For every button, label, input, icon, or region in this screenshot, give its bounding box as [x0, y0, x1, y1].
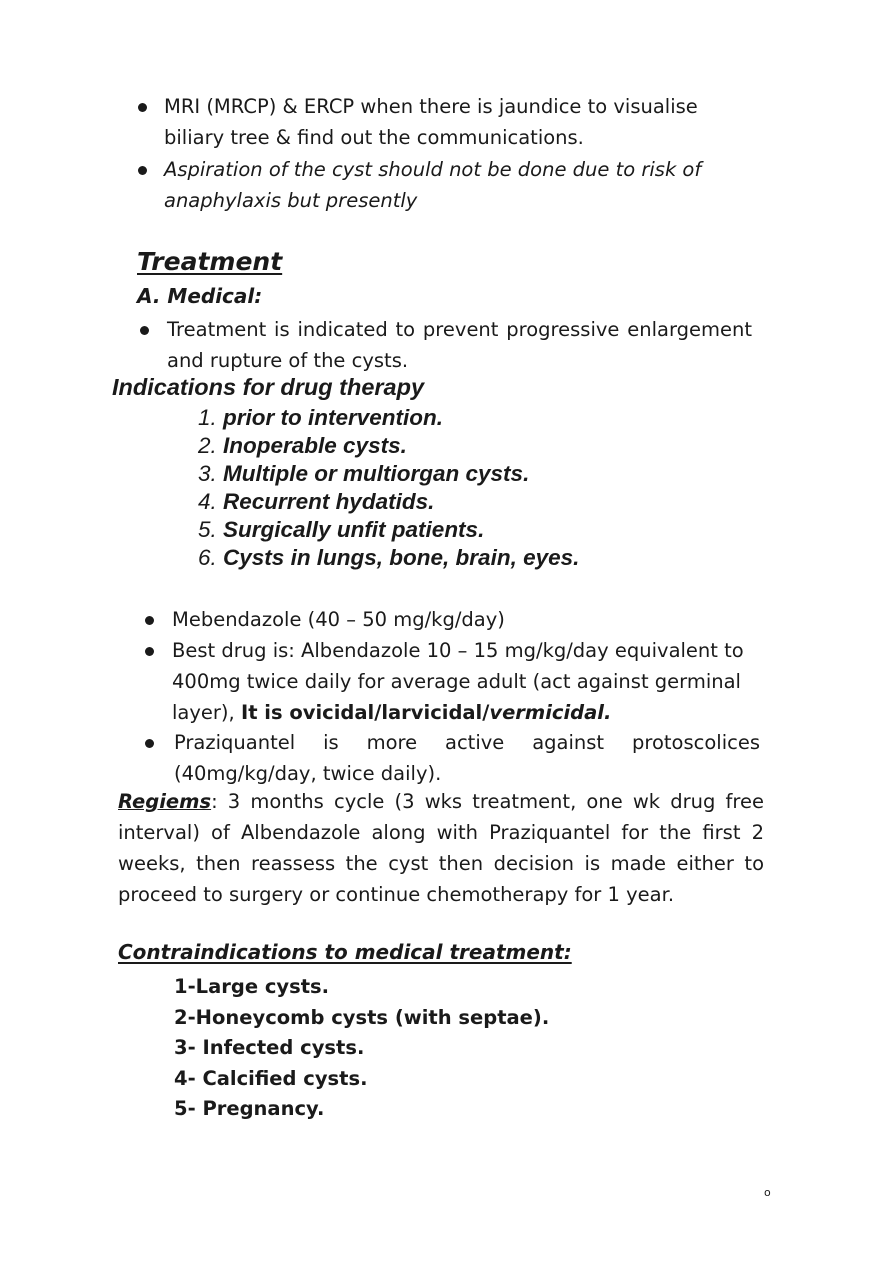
bullet-text: Mebendazole (40 – 50 mg/kg/day)	[172, 608, 505, 631]
regiems-label: Regiems	[118, 790, 212, 813]
bullet-praziquantel	[145, 727, 760, 789]
list-item: 2. Inoperable cysts.	[198, 433, 407, 458]
indications-heading: Indications for drug therapy	[112, 374, 425, 400]
list-item: 4. Recurrent hydatids.	[198, 489, 435, 514]
bullet-text: Treatment is indicated to prevent progressive enlargement and rupture of the cysts.	[167, 318, 752, 372]
bullet-dot	[138, 166, 147, 175]
list-item: 3. Multiple or multiorgan cysts.	[198, 461, 530, 486]
list-item: 2-Honeycomb cysts (with septae).	[174, 1005, 550, 1029]
bullet-treatment-indicated	[140, 314, 752, 376]
medical-subheading: A. Medical:	[137, 284, 263, 308]
page-mark: o	[764, 1186, 771, 1199]
treatment-heading: Treatment	[137, 247, 283, 276]
bullet-dot	[145, 739, 154, 748]
list-item: 1-Large cysts.	[174, 975, 330, 998]
bullet-dot	[138, 103, 147, 112]
bullet-text: MRI (MRCP) & ERCP when there is jaundice to visualise biliary tree & find out the communications.	[164, 95, 698, 149]
bullet-dot	[145, 647, 154, 656]
list-item: 1. prior to intervention.	[198, 405, 444, 430]
bullet-text: Praziquantel is more active against protoscolices (40mg/kg/day, twice daily).	[174, 731, 760, 785]
contraindications-list	[174, 972, 549, 1125]
bullet-mri-mrcp	[138, 91, 750, 153]
indications-list	[198, 404, 579, 572]
bullet-dot	[140, 326, 149, 335]
bullet-albendazole	[145, 635, 760, 728]
list-item: 3- Infected cysts.	[174, 1036, 365, 1059]
list-item: 5. Surgically unfit patients.	[198, 517, 485, 542]
list-item: 5- Pregnancy.	[174, 1097, 325, 1120]
bullet-text: Best drug is: Albendazole 10 – 15 mg/kg/day equivalent to 400mg twice daily for average adult (act against germinal layer), It is ovicidal/larvicidal/vermicidal.	[172, 639, 744, 724]
regiems-paragraph: Regiems: 3 months cycle (3 wks treatment, one wk drug free interval) of Albendazole along with Praziquantel for the first 2 weeks, then reassess the cyst then decision is made either to proceed to surgery or continue chemotherapy for 1 year.	[118, 790, 764, 906]
contraindications-heading: Contraindications to medical treatment:	[118, 940, 572, 964]
bullet-dot	[145, 616, 154, 625]
list-item: 4- Calcified cysts.	[174, 1066, 368, 1090]
bullet-aspiration	[138, 154, 750, 216]
bullet-text: Aspiration of the cyst should not be done due to risk of anaphylaxis but presently	[164, 158, 702, 212]
list-item: 6. Cysts in lungs, bone, brain, eyes.	[198, 545, 580, 570]
bullet-mebendazole	[145, 604, 760, 635]
